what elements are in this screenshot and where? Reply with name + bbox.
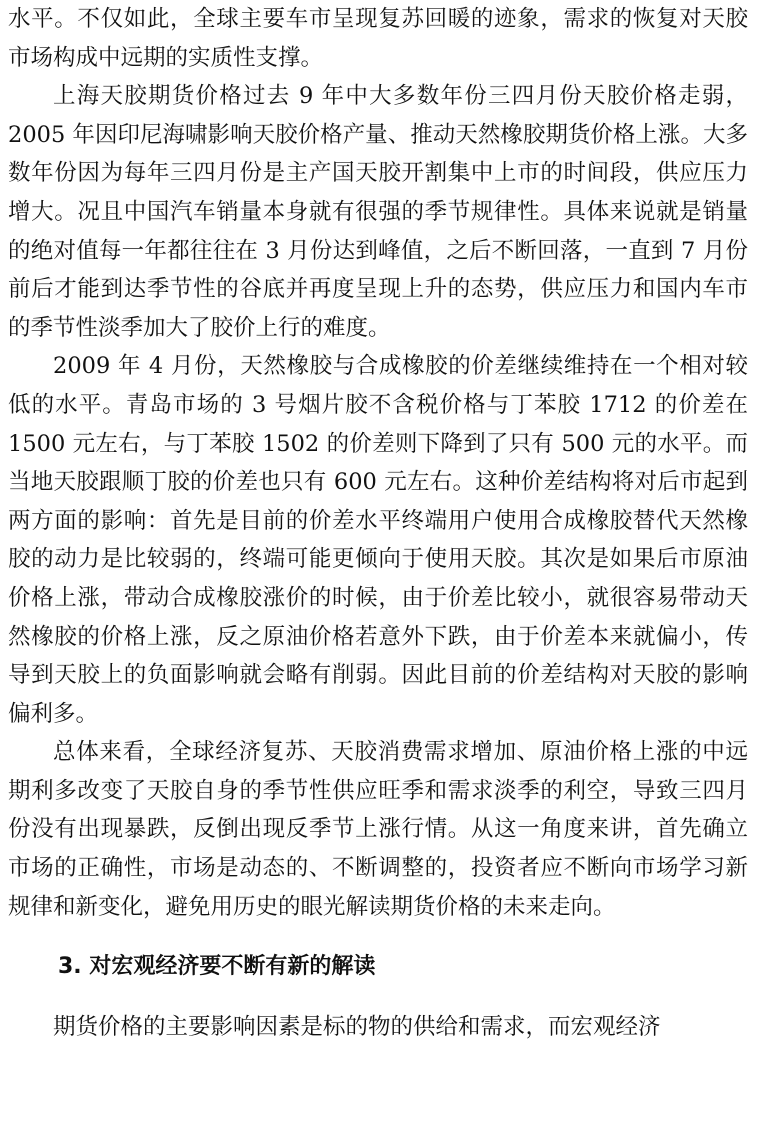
paragraph-macro: 期货价格的主要影响因素是标的物的供给和需求，而宏观经济 (53, 1014, 661, 1041)
paragraph-price-spread: 2009 年 4 月份，天然橡胶与合成橡胶的价差继续维持在一个相对较低的水平。青岛市场的 3 号烟片胶不含税价格与丁苯胶 1712 的价差在 1500 元左右，与丁苯胶 1502 的价差则下降到了只有 500 元的水平。而当地天胶跟顺丁胶的价差也只有 600 元左右。这种价差结构将对后市起到两方面的影响：首先是目前的价差水平终端用户使用合成橡胶替代天然橡胶的动力是比较弱的，终端可能更倾向于使用天胶。其次是如果后市原油价格上涨，带动合成橡胶涨价的时候，由于价差比较小，就很容易带动天然橡胶的价格上涨，反之原油价格若意外下跌，由于价差本来就偏小，传导到天胶上的负面影响就会略有削弱。因此目前的价差结构对天胶的影响偏利多。 (8, 353, 748, 727)
section-heading: 3. 对宏观经济要不断有新的解读 (58, 954, 376, 980)
paragraph-seasonality: 上海天胶期货价格过去 9 年中大多数年份三四月份天胶价格走弱，2005 年因印尼海啸影响天胶价格产量、推动天然橡胶期货价格上涨。大多数年份因为每年三四月份是主产国天胶开割集中上市的时间段，供应压力增大。况且中国汽车销量本身就有很强的季节规律性。具体来说就是销量的绝对值每一年都往往在 3 月份达到峰值，之后不断回落，一直到 7 月份前后才能到达季节性的谷底并再度呈现上升的态势，供应压力和国内车市的季节性淡季加大了胶价上行的难度。 (8, 83, 748, 341)
paragraph-continued: 水平。不仅如此，全球主要车市呈现复苏回暖的迹象，需求的恢复对天胶市场构成中远期的实质性支撑。 (8, 6, 748, 71)
paragraph-summary: 总体来看，全球经济复苏、天胶消费需求增加、原油价格上涨的中远期利多改变了天胶自身的季节性供应旺季和需求淡季的利空，导致三四月份没有出现暴跌，反倒出现反季节上涨行情。从这一角度来讲，首先确立市场的正确性，市场是动态的、不断调整的，投资者应不断向市场学习新规律和新变化，避免用历史的眼光解读期货价格的未来走向。 (8, 739, 748, 920)
document-page (8, 0, 748, 1047)
